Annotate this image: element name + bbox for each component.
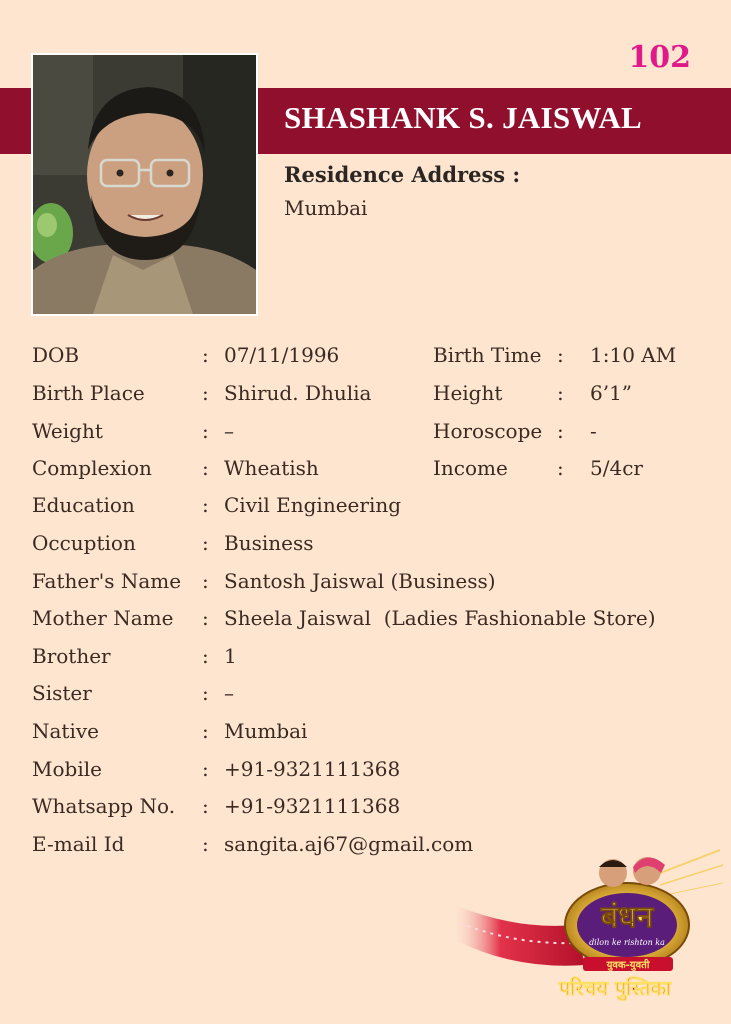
detail-colon: : xyxy=(202,606,209,630)
detail-label: Height xyxy=(433,381,503,405)
detail-value: sangita.aj67@gmail.com xyxy=(224,832,474,856)
detail-value: Civil Engineering xyxy=(224,493,402,517)
detail-colon: : xyxy=(202,832,209,856)
detail-label: Mother Name xyxy=(32,606,174,630)
detail-colon: : xyxy=(557,419,564,443)
detail-colon: : xyxy=(202,569,209,593)
detail-value: 07/11/1996 xyxy=(224,343,340,367)
detail-colon: : xyxy=(202,531,209,555)
detail-value: 6’1” xyxy=(590,381,633,405)
detail-label: Complexion xyxy=(32,456,152,480)
detail-value: +91-9321111368 xyxy=(224,757,401,781)
logo-sub-text: युवक-युवती xyxy=(606,960,650,971)
logo-bottom-text: परिचय पुस्तिका xyxy=(558,976,672,1000)
detail-value: Mumbai xyxy=(224,719,308,743)
detail-label: Income xyxy=(433,456,508,480)
detail-label: Native xyxy=(32,719,99,743)
detail-value: Santosh Jaiswal (Business) xyxy=(224,569,496,593)
detail-value: - xyxy=(590,419,597,443)
bandhan-logo-graphic xyxy=(455,845,725,1010)
detail-label: DOB xyxy=(32,343,80,367)
detail-colon: : xyxy=(202,719,209,743)
detail-colon: : xyxy=(202,381,209,405)
detail-label: Horoscope xyxy=(433,419,543,443)
detail-label: Father's Name xyxy=(32,569,182,593)
detail-label: Mobile xyxy=(32,757,102,781)
detail-colon: : xyxy=(202,681,209,705)
logo-main-text: बंधन xyxy=(600,900,654,935)
detail-label: Weight xyxy=(32,419,103,443)
detail-colon: : xyxy=(557,456,564,480)
detail-colon: : xyxy=(557,343,564,367)
profile-number: 102 xyxy=(628,40,691,75)
detail-label: Sister xyxy=(32,681,92,705)
detail-label: E-mail Id xyxy=(32,832,125,856)
detail-value: 1:10 AM xyxy=(590,343,677,367)
bandhan-logo-icon xyxy=(455,845,725,1010)
detail-value: – xyxy=(224,419,234,443)
detail-label: Whatsapp No. xyxy=(32,794,176,818)
detail-label: Brother xyxy=(32,644,111,668)
detail-label: Occuption xyxy=(32,531,136,555)
detail-value: Sheela Jaiswal (Ladies Fashionable Store) xyxy=(224,606,656,630)
logo-tagline: dilon ke rishton ka xyxy=(589,938,665,947)
detail-colon: : xyxy=(202,757,209,781)
detail-colon: : xyxy=(202,794,209,818)
detail-value: 5/4cr xyxy=(590,456,643,480)
detail-colon: : xyxy=(202,644,209,668)
detail-label: Birth Place xyxy=(32,381,145,405)
detail-value: Wheatish xyxy=(224,456,319,480)
detail-colon: : xyxy=(557,381,564,405)
detail-value: – xyxy=(224,681,234,705)
profile-photo xyxy=(31,53,258,316)
detail-label: Birth Time xyxy=(433,343,542,367)
person-photo-icon xyxy=(33,55,256,314)
detail-value: Shirud. Dhulia xyxy=(224,381,372,405)
detail-colon: : xyxy=(202,493,209,517)
detail-colon: : xyxy=(202,456,209,480)
detail-colon: : xyxy=(202,343,209,367)
residence-address-label: Residence Address : xyxy=(284,162,521,187)
detail-value: +91-9321111368 xyxy=(224,794,401,818)
residence-address-value: Mumbai xyxy=(284,196,368,220)
profile-name: SHASHANK S. JAISWAL xyxy=(284,100,642,135)
detail-value: 1 xyxy=(224,644,237,668)
detail-label: Education xyxy=(32,493,135,517)
detail-value: Business xyxy=(224,531,314,555)
detail-colon: : xyxy=(202,419,209,443)
